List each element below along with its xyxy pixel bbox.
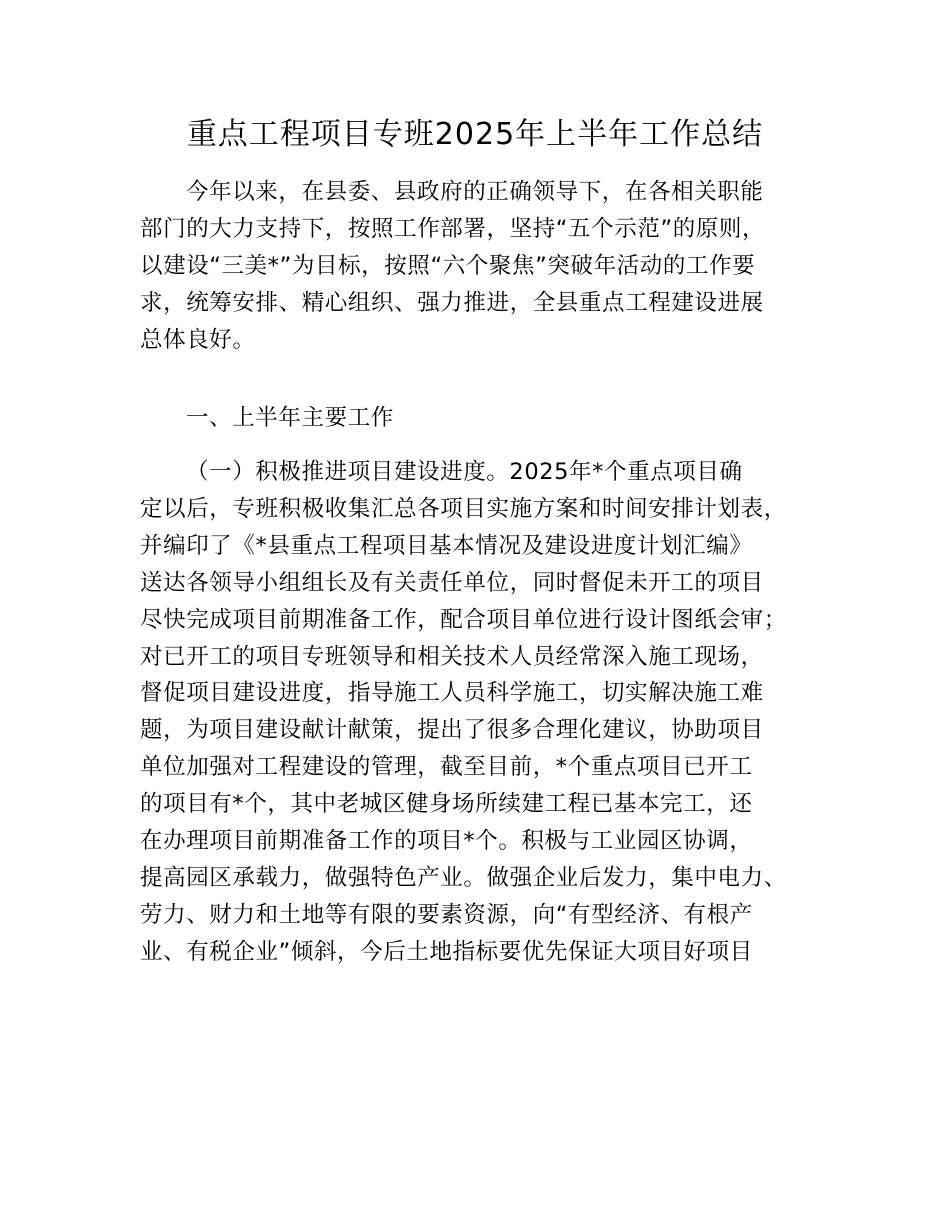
para-line: 的项目有*个，其中老城区健身场所续建工程已基本完工，还 [140, 791, 753, 818]
para-line: 题，为项目建设献计献策，提出了很多合理化建议，协助项目 [140, 717, 764, 744]
intro-line: 部门的大力支持下，按照工作部署，坚持“五个示范”的原则， [140, 215, 766, 242]
intro-line: 求，统筹安排、精心组织、强力推进，全县重点工程建设进展 [140, 289, 764, 316]
para-line: （一）积极推进项目建设进度。2025年*个重点项目确 [186, 459, 743, 485]
intro-line: 总体良好。 [140, 326, 256, 353]
para-line: 在办理项目前期准备工作的项目*个。积极与工业园区协调， [140, 828, 753, 855]
section-heading-text: 一、上半年主要工作 [186, 405, 394, 431]
section-heading [140, 400, 840, 437]
para-line: 提高园区承载力，做强特色产业。做强企业后发力，集中电力、 [140, 864, 787, 891]
para-line: 业、有税企业”倾斜，今后土地指标要优先保证大项目好项目 [140, 938, 753, 965]
section-1-paragraph [140, 454, 840, 971]
para-line: 尽快完成项目前期准备工作，配合项目单位进行设计图纸会审； [140, 606, 787, 633]
intro-paragraph [140, 174, 840, 359]
para-line: 督促项目建设进度，指导施工人员科学施工，切实解决施工难 [140, 680, 764, 707]
para-line: 并编印了《*县重点工程项目基本情况及建设进度计划汇编》 [140, 532, 753, 559]
para-line: 劳力、财力和土地等有限的要素资源，向“有型经济、有根产 [140, 901, 753, 928]
para-line: 送达各领导小组组长及有关责任单位，同时督促未开工的项目 [140, 569, 764, 596]
intro-line: 以建设“三美*”为目标，按照“六个聚焦”突破年活动的工作要 [140, 252, 756, 279]
para-line: 定以后，专班积极收集汇总各项目实施方案和时间安排计划表， [140, 495, 787, 522]
intro-line: 今年以来，在县委、县政府的正确领导下，在各相关职能 [186, 179, 764, 205]
document-title: 重点工程项目专班2025年上半年工作总结 [186, 117, 764, 152]
para-line: 对已开工的项目专班领导和相关技术人员经常深入施工现场， [140, 643, 764, 670]
para-line: 单位加强对工程建设的管理，截至目前，*个重点项目已开工 [140, 754, 753, 781]
